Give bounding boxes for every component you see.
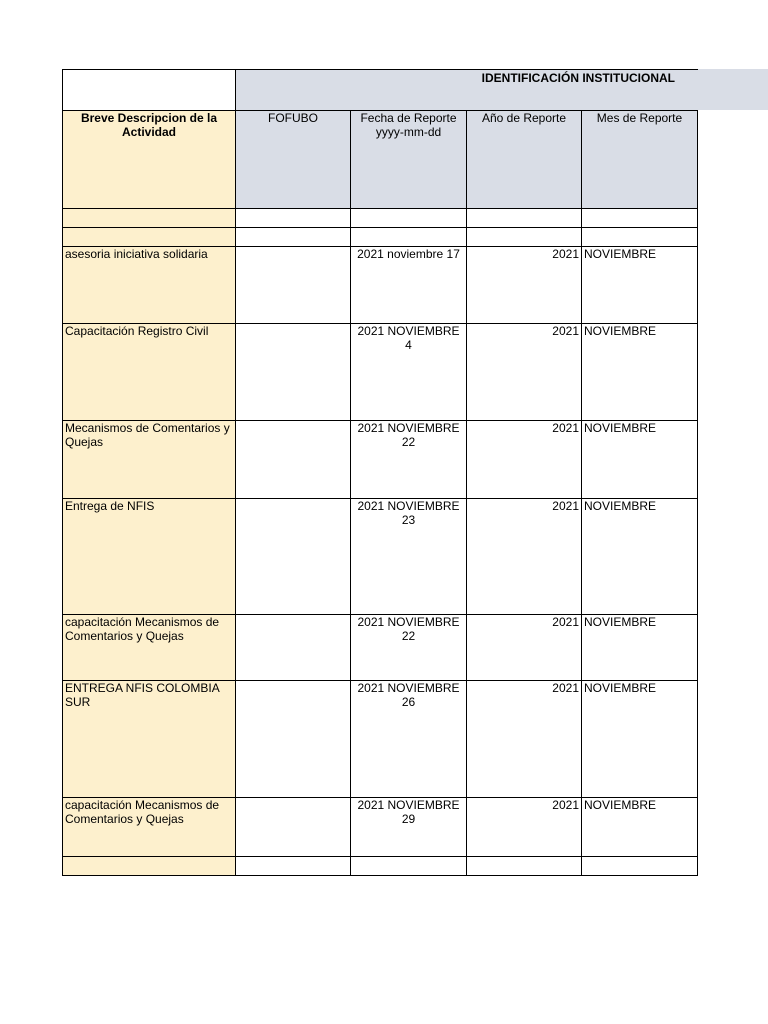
empty-row <box>63 857 698 876</box>
empty-row <box>63 209 698 228</box>
fofubo-cell[interactable] <box>236 421 351 499</box>
report-month-cell[interactable]: NOVIEMBRE <box>582 247 698 324</box>
table-row <box>63 499 698 615</box>
empty-cell[interactable] <box>236 228 351 247</box>
activity-description-cell[interactable]: asesoria iniciativa solidaria <box>63 247 236 324</box>
empty-cell[interactable] <box>582 857 698 876</box>
report-year-cell[interactable]: 2021 <box>467 798 582 857</box>
report-date-cell[interactable]: 2021 NOVIEMBRE 22 <box>351 421 467 499</box>
table-row <box>63 681 698 798</box>
report-month-cell[interactable]: NOVIEMBRE <box>582 798 698 857</box>
report-date-cell[interactable]: 2021 NOVIEMBRE 22 <box>351 615 467 681</box>
empty-cell[interactable] <box>236 209 351 228</box>
report-date-cell[interactable]: 2021 NOVIEMBRE 23 <box>351 499 467 615</box>
table-row <box>63 247 698 324</box>
report-month-cell[interactable]: NOVIEMBRE <box>582 499 698 615</box>
activity-description-cell[interactable]: capacitación Mecanismos de Comentarios y Quejas <box>63 615 236 681</box>
fofubo-cell[interactable] <box>236 499 351 615</box>
report-year-cell[interactable]: 2021 <box>467 499 582 615</box>
report-year-cell[interactable]: 2021 <box>467 247 582 324</box>
fofubo-column-header[interactable]: FOFUBO <box>236 111 351 209</box>
activity-description-cell[interactable]: Mecanismos de Comentarios y Quejas <box>63 421 236 499</box>
table-row <box>63 798 698 857</box>
empty-cell[interactable] <box>351 857 467 876</box>
empty-cell[interactable] <box>582 228 698 247</box>
report-date-cell[interactable]: 2021 NOVIEMBRE 29 <box>351 798 467 857</box>
report-date-column-header[interactable]: Fecha de Reporte yyyy-mm-dd <box>351 111 467 209</box>
report-month-cell[interactable]: NOVIEMBRE <box>582 615 698 681</box>
empty-cell[interactable] <box>63 228 236 247</box>
empty-cell[interactable] <box>467 228 582 247</box>
activity-description-cell[interactable]: capacitación Mecanismos de Comentarios y Quejas <box>63 798 236 857</box>
fofubo-cell[interactable] <box>236 247 351 324</box>
empty-cell[interactable] <box>467 857 582 876</box>
empty-cell[interactable] <box>351 228 467 247</box>
empty-cell[interactable] <box>63 209 236 228</box>
column-header-row <box>63 111 698 209</box>
empty-cell[interactable] <box>351 209 467 228</box>
institutional-title: IDENTIFICACIÓN INSTITUCIONAL <box>481 71 675 85</box>
description-column-header[interactable]: Breve Descripcion de la Actividad <box>63 111 236 209</box>
report-year-cell[interactable]: 2021 <box>467 615 582 681</box>
activity-description-cell[interactable]: Entrega de NFIS <box>63 499 236 615</box>
report-year-cell[interactable]: 2021 <box>467 681 582 798</box>
report-month-cell[interactable]: NOVIEMBRE <box>582 324 698 421</box>
fofubo-cell[interactable] <box>236 798 351 857</box>
activity-description-cell[interactable]: Capacitación Registro Civil <box>63 324 236 421</box>
report-month-column-header[interactable]: Mes de Reporte <box>582 111 698 209</box>
report-month-cell[interactable]: NOVIEMBRE <box>582 421 698 499</box>
empty-cell[interactable] <box>467 209 582 228</box>
empty-cell[interactable] <box>236 857 351 876</box>
report-month-cell[interactable]: NOVIEMBRE <box>582 681 698 798</box>
table-row <box>63 421 698 499</box>
table-row <box>63 324 698 421</box>
corner-cell[interactable] <box>63 70 236 111</box>
report-year-cell[interactable]: 2021 <box>467 421 582 499</box>
activity-report-table <box>62 69 698 876</box>
fofubo-cell[interactable] <box>236 324 351 421</box>
fofubo-cell[interactable] <box>236 681 351 798</box>
table-row <box>63 615 698 681</box>
report-date-cell[interactable]: 2021 noviembre 17 <box>351 247 467 324</box>
report-date-cell[interactable]: 2021 NOVIEMBRE 26 <box>351 681 467 798</box>
activity-description-cell[interactable]: ENTREGA NFIS COLOMBIA SUR <box>63 681 236 798</box>
report-date-cell[interactable]: 2021 NOVIEMBRE 4 <box>351 324 467 421</box>
empty-row <box>63 228 698 247</box>
report-year-cell[interactable]: 2021 <box>467 324 582 421</box>
empty-cell[interactable] <box>582 209 698 228</box>
report-year-column-header[interactable]: Año de Reporte <box>467 111 582 209</box>
empty-cell[interactable] <box>63 857 236 876</box>
fofubo-cell[interactable] <box>236 615 351 681</box>
